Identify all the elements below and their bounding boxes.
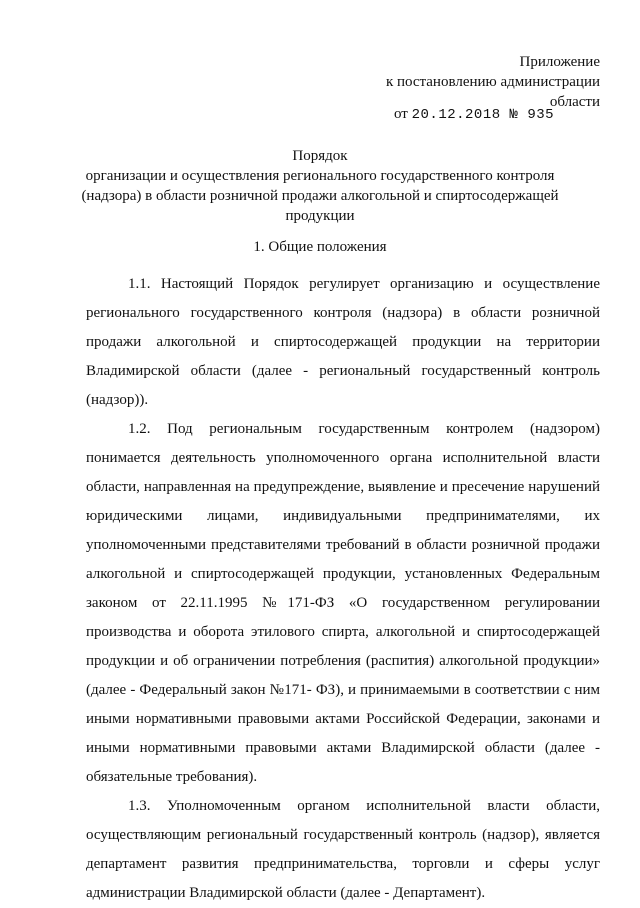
appendix-label: Приложение [519,54,600,70]
paragraph-1-1: 1.1. Настоящий Порядок регулирует организацию и осуществление регионального государственного контроля (надзора) в области розничной продажи алкогольной и спиртосодержащей продукции на территории Владимирской области (далее - региональный государственный контроль (надзор)). [86,276,600,408]
date-prefix: от [394,106,408,122]
resolution-date-number: 20.12.2018 № 935 [411,107,555,123]
title-line-2: организации и осуществления регионального государственного контроля [85,168,555,184]
resolution-date-line [394,106,554,123]
body-text [86,270,600,908]
appendix-region: области [549,94,600,110]
appendix-resolution-ref: к постановлению администрации [385,74,600,90]
document-title [60,146,580,226]
paragraph-1-2: 1.2. Под региональным государственным контролем (надзором) понимается деятельность уполномоченного органа исполнительной власти области, направленная на предупреждение, выявление и пресечение нарушений юридическими лицами, индивидуальными предпринимателями, их уполномоченными представителями требований в области розничной продажи алкогольной и спиртосодержащей продукции, установленных Федеральным законом от 22.11.1995 №171-ФЗ «О государственном регулировании производства и оборота этилового спирта, алкогольной и спиртосодержащей продукции и об ограничении потребления (распития) алкогольной продукции» (далее - Федеральный закон №171- ФЗ), и принимаемыми в соответствии с ним иными нормативными правовыми актами Российской Федерации, законами и иными нормативными правовыми актами Владимирской области (далее - обязательные требования). [86,421,600,785]
title-line-1: Порядок [292,148,348,164]
title-line-4: продукции [285,208,355,224]
appendix-header [386,52,600,112]
paragraph-1-3: 1.3. Уполномоченным органом исполнительной власти области, осуществляющим региональный государственный контроль (надзор), является департамент развития предпринимательства, торговли и сферы услуг администрации Владимирской области (далее - Департамент). [86,798,600,901]
section-heading: 1. Общие положения [253,239,387,255]
title-line-3: (надзора) в области розничной продажи алкогольной и спиртосодержащей [81,188,559,204]
